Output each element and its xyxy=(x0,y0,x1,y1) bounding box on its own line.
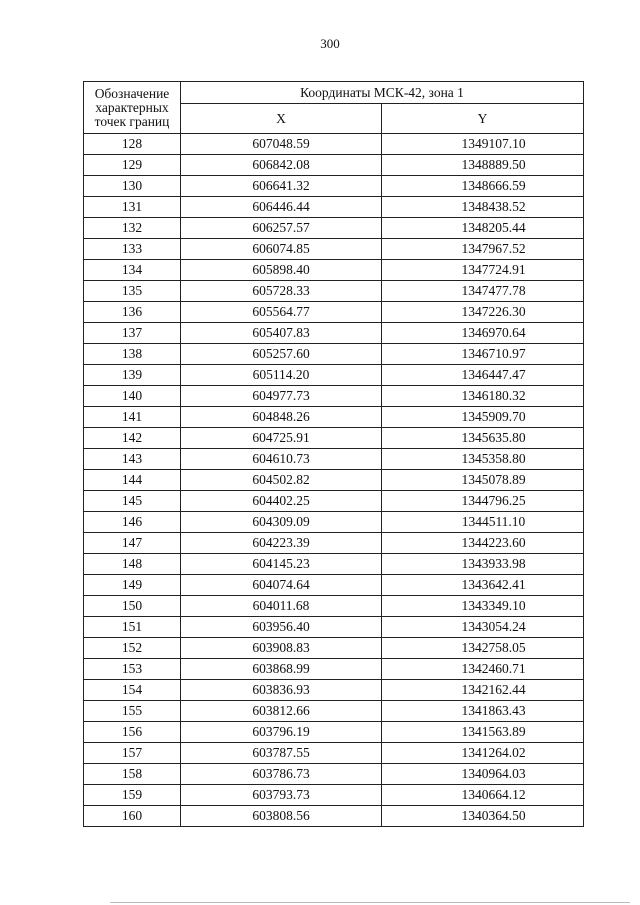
table-row xyxy=(84,743,584,764)
table-row xyxy=(84,470,584,491)
x-coordinate-cell: 606641.32 xyxy=(181,176,382,197)
table-row xyxy=(84,491,584,512)
table-row xyxy=(84,533,584,554)
table-row xyxy=(84,281,584,302)
table-row xyxy=(84,239,584,260)
point-id-cell: 157 xyxy=(84,743,181,764)
table-row xyxy=(84,323,584,344)
table-row xyxy=(84,596,584,617)
point-id-cell: 139 xyxy=(84,365,181,386)
y-coordinate-cell: 1345635.80 xyxy=(382,428,584,449)
coordinates-table xyxy=(83,81,584,827)
x-coordinate-cell: 606257.57 xyxy=(181,218,382,239)
point-id-cell: 144 xyxy=(84,470,181,491)
y-coordinate-cell: 1344511.10 xyxy=(382,512,584,533)
point-id-cell: 135 xyxy=(84,281,181,302)
y-coordinate-cell: 1342460.71 xyxy=(382,659,584,680)
point-id-cell: 141 xyxy=(84,407,181,428)
x-coordinate-cell: 604223.39 xyxy=(181,533,382,554)
y-coordinate-cell: 1345909.70 xyxy=(382,407,584,428)
table-row xyxy=(84,197,584,218)
x-coordinate-cell: 603808.56 xyxy=(181,806,382,827)
y-coordinate-cell: 1345358.80 xyxy=(382,449,584,470)
point-id-cell: 159 xyxy=(84,785,181,806)
x-coordinate-cell: 603868.99 xyxy=(181,659,382,680)
y-coordinate-cell: 1348889.50 xyxy=(382,155,584,176)
x-coordinate-cell: 604074.64 xyxy=(181,575,382,596)
table-row xyxy=(84,617,584,638)
y-coordinate-cell: 1346180.32 xyxy=(382,386,584,407)
x-coordinate-cell: 605407.83 xyxy=(181,323,382,344)
x-coordinate-cell: 603786.73 xyxy=(181,764,382,785)
table-header-row xyxy=(84,82,584,104)
point-id-cell: 150 xyxy=(84,596,181,617)
y-coordinate-cell: 1340664.12 xyxy=(382,785,584,806)
point-id-cell: 136 xyxy=(84,302,181,323)
table-row xyxy=(84,218,584,239)
y-coordinate-cell: 1344796.25 xyxy=(382,491,584,512)
header-y: Y xyxy=(382,104,584,134)
y-coordinate-cell: 1348205.44 xyxy=(382,218,584,239)
point-id-cell: 151 xyxy=(84,617,181,638)
point-id-cell: 137 xyxy=(84,323,181,344)
point-id-cell: 132 xyxy=(84,218,181,239)
table-row xyxy=(84,365,584,386)
point-id-cell: 154 xyxy=(84,680,181,701)
point-id-cell: 133 xyxy=(84,239,181,260)
x-coordinate-cell: 603793.73 xyxy=(181,785,382,806)
x-coordinate-cell: 603956.40 xyxy=(181,617,382,638)
x-coordinate-cell: 603796.19 xyxy=(181,722,382,743)
table-row xyxy=(84,722,584,743)
x-coordinate-cell: 603812.66 xyxy=(181,701,382,722)
point-id-cell: 158 xyxy=(84,764,181,785)
x-coordinate-cell: 605257.60 xyxy=(181,344,382,365)
y-coordinate-cell: 1341863.43 xyxy=(382,701,584,722)
table-row xyxy=(84,701,584,722)
x-coordinate-cell: 605114.20 xyxy=(181,365,382,386)
point-id-cell: 147 xyxy=(84,533,181,554)
x-coordinate-cell: 606074.85 xyxy=(181,239,382,260)
scan-edge-line xyxy=(110,902,630,903)
x-coordinate-cell: 603836.93 xyxy=(181,680,382,701)
table-body xyxy=(84,134,584,827)
y-coordinate-cell: 1347477.78 xyxy=(382,281,584,302)
table-row xyxy=(84,680,584,701)
y-coordinate-cell: 1340364.50 xyxy=(382,806,584,827)
point-id-cell: 140 xyxy=(84,386,181,407)
x-coordinate-cell: 604610.73 xyxy=(181,449,382,470)
y-coordinate-cell: 1343349.10 xyxy=(382,596,584,617)
table-row xyxy=(84,344,584,365)
x-coordinate-cell: 603787.55 xyxy=(181,743,382,764)
point-id-cell: 149 xyxy=(84,575,181,596)
x-coordinate-cell: 604977.73 xyxy=(181,386,382,407)
table-row xyxy=(84,386,584,407)
x-coordinate-cell: 604309.09 xyxy=(181,512,382,533)
point-id-cell: 156 xyxy=(84,722,181,743)
table-row xyxy=(84,554,584,575)
header-point-label: Обозначение характерных точек границ xyxy=(84,82,181,134)
x-coordinate-cell: 604011.68 xyxy=(181,596,382,617)
point-id-cell: 148 xyxy=(84,554,181,575)
point-id-cell: 145 xyxy=(84,491,181,512)
y-coordinate-cell: 1341563.89 xyxy=(382,722,584,743)
table-row xyxy=(84,806,584,827)
point-id-cell: 138 xyxy=(84,344,181,365)
table-row xyxy=(84,260,584,281)
x-coordinate-cell: 606446.44 xyxy=(181,197,382,218)
x-coordinate-cell: 604502.82 xyxy=(181,470,382,491)
x-coordinate-cell: 607048.59 xyxy=(181,134,382,155)
y-coordinate-cell: 1345078.89 xyxy=(382,470,584,491)
y-coordinate-cell: 1340964.03 xyxy=(382,764,584,785)
y-coordinate-cell: 1342162.44 xyxy=(382,680,584,701)
y-coordinate-cell: 1349107.10 xyxy=(382,134,584,155)
y-coordinate-cell: 1346970.64 xyxy=(382,323,584,344)
x-coordinate-cell: 604402.25 xyxy=(181,491,382,512)
y-coordinate-cell: 1348438.52 xyxy=(382,197,584,218)
x-coordinate-cell: 604145.23 xyxy=(181,554,382,575)
x-coordinate-cell: 606842.08 xyxy=(181,155,382,176)
table-row xyxy=(84,407,584,428)
y-coordinate-cell: 1343933.98 xyxy=(382,554,584,575)
point-id-cell: 155 xyxy=(84,701,181,722)
table-row xyxy=(84,785,584,806)
y-coordinate-cell: 1343642.41 xyxy=(382,575,584,596)
point-id-cell: 131 xyxy=(84,197,181,218)
point-id-cell: 129 xyxy=(84,155,181,176)
table-row xyxy=(84,638,584,659)
y-coordinate-cell: 1342758.05 xyxy=(382,638,584,659)
header-x: X xyxy=(181,104,382,134)
y-coordinate-cell: 1346447.47 xyxy=(382,365,584,386)
point-id-cell: 134 xyxy=(84,260,181,281)
point-id-cell: 130 xyxy=(84,176,181,197)
y-coordinate-cell: 1347967.52 xyxy=(382,239,584,260)
header-coordinates: Координаты МСК-42, зона 1 xyxy=(181,82,584,104)
point-id-cell: 153 xyxy=(84,659,181,680)
y-coordinate-cell: 1341264.02 xyxy=(382,743,584,764)
table-row xyxy=(84,134,584,155)
point-id-cell: 142 xyxy=(84,428,181,449)
page-number: 300 xyxy=(320,36,340,51)
x-coordinate-cell: 604848.26 xyxy=(181,407,382,428)
table-row xyxy=(84,764,584,785)
x-coordinate-cell: 605728.33 xyxy=(181,281,382,302)
table-row xyxy=(84,659,584,680)
point-id-cell: 160 xyxy=(84,806,181,827)
table-row xyxy=(84,155,584,176)
x-coordinate-cell: 605564.77 xyxy=(181,302,382,323)
y-coordinate-cell: 1344223.60 xyxy=(382,533,584,554)
point-id-cell: 152 xyxy=(84,638,181,659)
table-row xyxy=(84,575,584,596)
x-coordinate-cell: 604725.91 xyxy=(181,428,382,449)
y-coordinate-cell: 1347226.30 xyxy=(382,302,584,323)
point-id-cell: 143 xyxy=(84,449,181,470)
table-row xyxy=(84,176,584,197)
point-id-cell: 146 xyxy=(84,512,181,533)
y-coordinate-cell: 1343054.24 xyxy=(382,617,584,638)
point-id-cell: 128 xyxy=(84,134,181,155)
x-coordinate-cell: 605898.40 xyxy=(181,260,382,281)
y-coordinate-cell: 1348666.59 xyxy=(382,176,584,197)
x-coordinate-cell: 603908.83 xyxy=(181,638,382,659)
table-row xyxy=(84,449,584,470)
table-row xyxy=(84,512,584,533)
y-coordinate-cell: 1346710.97 xyxy=(382,344,584,365)
y-coordinate-cell: 1347724.91 xyxy=(382,260,584,281)
table-row xyxy=(84,428,584,449)
table-row xyxy=(84,302,584,323)
